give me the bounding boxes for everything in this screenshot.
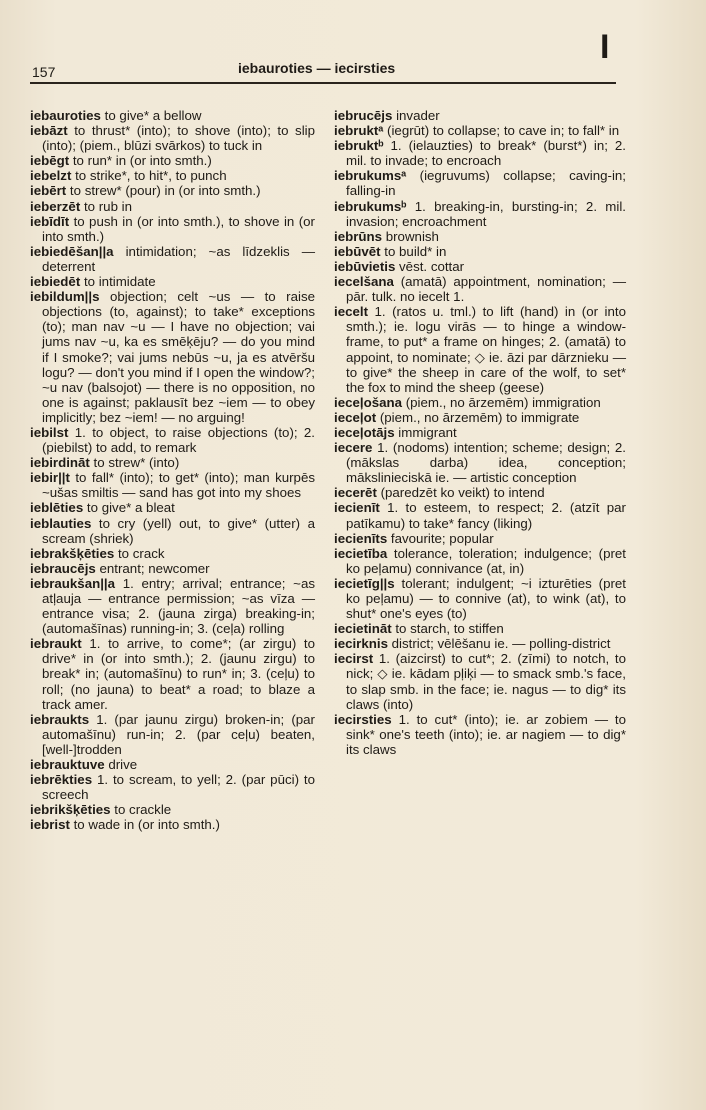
definition: (amatā) appointment, nomination; — pār. tulk. no iecelt 1. [346, 274, 626, 305]
definition: entrant; newcomer [95, 560, 210, 576]
headword: iebrūns [334, 228, 383, 244]
definition: 1. (aizcirst) to cut*; 2. (zīmi) to notch, to nick; ◇ ie. kādam pļiķi — to smack smb.'s face, to slap smb. in the face; ie. nagus — to dig* its claws (into) [346, 651, 626, 712]
page-header [30, 58, 616, 84]
definition: favourite; popular [387, 530, 494, 546]
dictionary-entry [30, 817, 315, 832]
headword: iecietināt [334, 621, 392, 637]
dictionary-entry [334, 636, 626, 651]
headword: iebrēkties [30, 772, 93, 788]
dictionary-entry [334, 108, 626, 123]
headword: iecelšana [334, 274, 394, 290]
headword: iebīdīt [30, 213, 70, 229]
headword: iecirst [334, 651, 374, 667]
dictionary-entry [334, 168, 626, 198]
dictionary-entry [30, 108, 315, 123]
headword: iebraukšan||a [30, 575, 116, 591]
right-column [334, 108, 626, 757]
definition: to push in (or into smth.), to shove in (or into smth.) [42, 213, 315, 244]
definition: 1. (nodoms) intention; scheme; design; 2. (mākslas darba) idea, conception; mākslinieciskā ie. — artistic conception [346, 440, 626, 486]
headword: iebildum||s [30, 289, 100, 305]
headword: iebrakšķēties [30, 545, 115, 561]
dictionary-entry [30, 274, 315, 289]
definition: (piem., no ārzemēm) to immigrate [376, 409, 580, 425]
definition: to wade in (or into smth.) [69, 817, 220, 833]
definition: (piem., no ārzemēm) immigration [402, 394, 601, 410]
dictionary-entry [334, 304, 626, 395]
definition: to cry (yell) out, to give* (utter) a scream (shriek) [42, 515, 315, 546]
headword: iebiedēšan||a [30, 243, 114, 259]
definition: 1. entry; arrival; entrance; ~as atļauja — entrance permission; ~as vīza — entrance visa; 2. (jauna zirga) breaking-in; (automašīnas) running-in; 3. (ceļa) rolling [42, 575, 315, 637]
dictionary-entry [30, 455, 315, 470]
headword: iebraukts [30, 711, 90, 727]
dictionary-entry [334, 425, 626, 440]
headword: iebrikšķēties [30, 802, 111, 818]
dictionary-entry [334, 138, 626, 168]
definition: to rub in [80, 198, 133, 214]
definition: (paredzēt ko veikt) to intend [376, 485, 545, 501]
dictionary-entry [30, 168, 315, 183]
definition: to build* in [380, 243, 447, 259]
page-number: 157 [32, 64, 56, 80]
dictionary-entry [334, 485, 626, 500]
headword: iebērt [30, 183, 67, 199]
definition: to strew* (pour) in (or into smth.) [66, 183, 261, 199]
headword: iecietīg||s [334, 575, 395, 591]
dictionary-entry [30, 153, 315, 168]
headword: iecerēt [334, 485, 377, 501]
headword: iecirsties [334, 711, 392, 727]
dictionary-entry [334, 621, 626, 636]
headword: iecienīts [334, 530, 388, 546]
dictionary-entry [30, 561, 315, 576]
dictionary-entry [30, 289, 315, 425]
dictionary-entry [334, 531, 626, 546]
headword: iebraucējs [30, 560, 96, 576]
headword: ieblēties [30, 500, 84, 516]
headword: iebāzt [30, 123, 68, 139]
definition: to crackle [110, 802, 172, 818]
headword: iecelt [334, 304, 369, 320]
dictionary-entry [30, 712, 315, 757]
definition: 1. breaking-in, bursting-in; 2. mil. invasion; encroachment [346, 198, 626, 229]
dictionary-entry [334, 410, 626, 425]
dictionary-entry [334, 229, 626, 244]
definition: to give* a bellow [100, 108, 202, 123]
definition: (iegruvums) collapse; caving-in; falling-in [346, 168, 626, 199]
headword: ieblauties [30, 515, 92, 531]
headword: iebēgt [30, 153, 70, 169]
definition: invader [392, 108, 440, 123]
headword: iecere [334, 440, 373, 456]
definition: 1. (ielauzties) to break* (burst*) in; 2. mil. to invade; to encroach [346, 138, 626, 169]
dictionary-entry [334, 440, 626, 485]
definition: 1. (par jaunu zirgu) broken-in; (par automašīnu) run-in; 2. (par ceļu) beaten, [well-]trodden [42, 711, 315, 757]
headword: iebir||t [30, 470, 70, 486]
definition: brownish [382, 228, 439, 244]
definition: tolerant; indulgent; ~i izturēties (pret ko peļamu) — to connive (at), to wink (at), to shut* one's eyes (to) [346, 575, 626, 622]
dictionary-entry [30, 199, 315, 214]
definition: objection; celt ~us — to raise objections (to, against); to take* exceptions (to); man nav ~u — I have no objection; vai jums nav ~u, ka es smēķēju? — do you mind if I smoke?; vai jums nebūs ~u, ja es atvēršu logu? — don't you mind if I open the window?; ~u nav (balsojot) — there is no opposition, no one is against; paklausīt bez ~iem — to obey implicitly; bez ~iem! — no arguing! [42, 289, 315, 425]
definition: 1. (ratos u. tml.) to lift (hand) in (or into smth.); ie. logu virās — to hinge a window-frame, to put* a frame on hinges; 2. (amatā) to appoint, to nominate; ◇ ie. āzi par dārznieku — to give* the sheep in care of the wolf, to set* the fox to mind the sheep (geese) [346, 304, 626, 395]
definition: to thrust* (into); to shove (into); to slip (into); (piem., blūzi svārkos) to tuck in [42, 123, 315, 154]
definition: (iegrūt) to collapse; to cave in; to fall* in [383, 123, 620, 139]
headword: iebrist [30, 817, 70, 833]
dictionary-entry [30, 802, 315, 817]
headword: iebauroties [30, 108, 101, 123]
headword: ieceļotājs [334, 424, 395, 440]
definition: intimidation; ~as līdzeklis — deterrent [42, 243, 315, 274]
headword: iebelzt [30, 168, 72, 184]
definition: vēst. cottar [395, 258, 465, 274]
definition: tolerance, toleration; indulgence; (pret ko peļamu) connivance (at, in) [346, 545, 626, 576]
headword: iebrucējs [334, 108, 393, 123]
headword: ieceļošana [334, 394, 403, 410]
headword: iecienīt [334, 500, 380, 516]
dictionary-entry [334, 500, 626, 530]
headword: iebilst [30, 424, 69, 440]
dictionary-entry [334, 395, 626, 410]
dictionary-entry [30, 425, 315, 455]
dictionary-entry [30, 757, 315, 772]
headword: iebrukumsᵇ [334, 198, 407, 214]
definition: to intimidate [80, 274, 156, 290]
dictionary-entry [334, 244, 626, 259]
headword: iecirknis [334, 636, 388, 652]
dictionary-entry [30, 214, 315, 244]
dictionary-entry [30, 470, 315, 500]
dictionary-entry [334, 259, 626, 274]
dictionary-entry [30, 183, 315, 198]
definition: to strike*, to hit*, to punch [71, 168, 227, 184]
headword: iebraukt [30, 636, 82, 652]
definition: immigrant [394, 424, 457, 440]
headword: ieberzēt [30, 198, 81, 214]
headword: iebruktᵃ [334, 123, 384, 139]
headword: iebūvietis [334, 258, 396, 274]
definition: 1. to scream, to yell; 2. (par pūci) to screech [42, 772, 315, 803]
headword: ieceļot [334, 409, 377, 425]
dictionary-entry [30, 500, 315, 515]
running-head: iebauroties — iecirsties [238, 60, 396, 76]
definition: district; vēlēšanu ie. — polling-district [387, 636, 611, 652]
headword: iebrukumsᵃ [334, 168, 407, 184]
headword: iebirdināt [30, 455, 90, 471]
definition: to crack [114, 545, 165, 561]
thumb-index-letter: I [600, 28, 610, 66]
definition: 1. to esteem, to respect; 2. (atzīt par patīkamu) to take* fancy (liking) [346, 500, 626, 531]
headword: iecietība [334, 545, 388, 561]
dictionary-entry [30, 546, 315, 561]
definition: to fall* (into); to get* (into); man kurpēs ~ušas smiltis — sand has got into my shoes [42, 470, 315, 501]
definition: to give* a bleat [83, 500, 175, 516]
dictionary-entry [334, 123, 626, 138]
dictionary-entry [334, 712, 626, 757]
dictionary-entry [30, 123, 315, 153]
definition: drive [104, 757, 138, 773]
dictionary-entry [334, 199, 626, 229]
definition: 1. to object, to raise objections (to); 2. (piebilst) to add, to remark [42, 424, 315, 456]
left-column [30, 108, 315, 833]
dictionary-entry [334, 546, 626, 576]
definition: 1. to arrive, to come*; (ar zirgu) to drive* in (or into smth.); 2. (jaunu zirgu) to break* in; (automašīnu) to run* in; 3. (ceļu) to roll; (no jauna) to beat* a road; to blaze a track amer. [42, 636, 315, 712]
definition: to strew* (into) [89, 455, 180, 471]
definition: to run* in (or into smth.) [69, 153, 212, 169]
dictionary-entry [30, 244, 315, 274]
dictionary-entry [334, 651, 626, 711]
definition: 1. to cut* (into); ie. ar zobiem — to sink* one's teeth (into); ie. ar nagiem — to dig* its claws [346, 711, 626, 757]
dictionary-entry [30, 772, 315, 802]
dictionary-entry [30, 576, 315, 636]
dictionary-entry [30, 516, 315, 546]
headword: iebiedēt [30, 274, 81, 290]
definition: to starch, to stiffen [391, 621, 504, 637]
headword: iebūvēt [334, 243, 381, 259]
dictionary-entry [334, 576, 626, 621]
dictionary-entry [334, 274, 626, 304]
dictionary-entry [30, 636, 315, 711]
headword: iebruktᵇ [334, 138, 384, 154]
headword: iebrauktuve [30, 757, 105, 773]
